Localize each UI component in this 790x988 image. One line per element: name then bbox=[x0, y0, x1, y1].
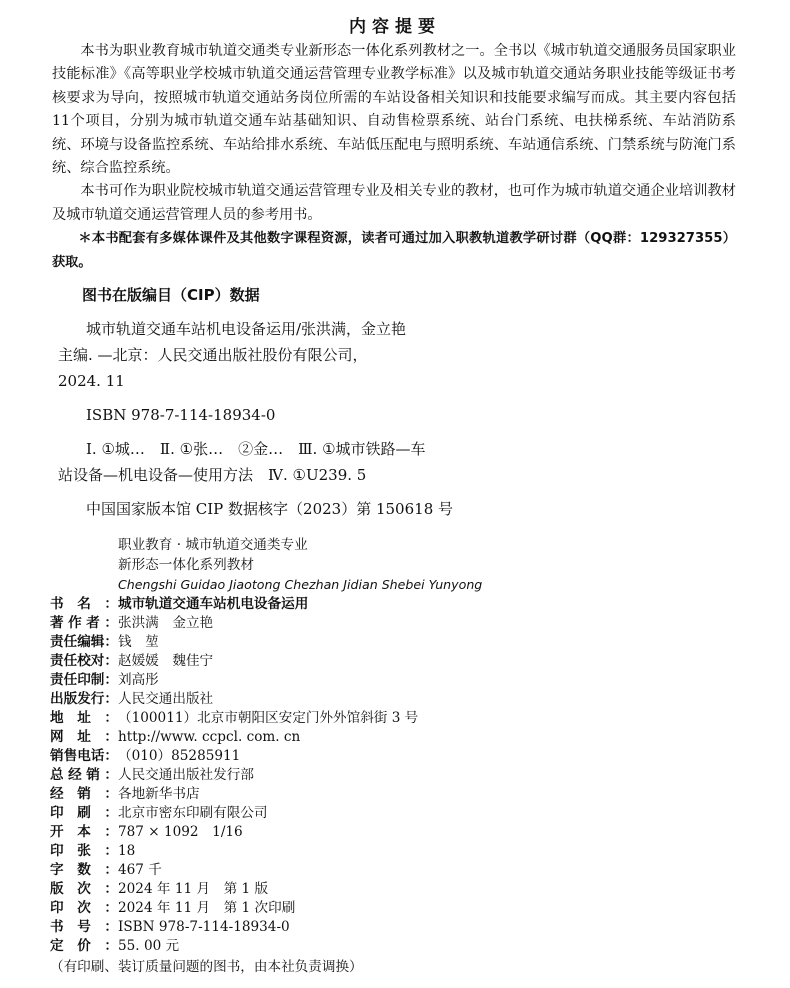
colophon-label: 开 本 ： bbox=[50, 824, 118, 840]
summary-title: 内容提要 bbox=[349, 17, 441, 37]
cip-line: 2024. 11 bbox=[58, 372, 125, 390]
colophon-row bbox=[50, 747, 570, 766]
colophon-row bbox=[50, 652, 570, 671]
colophon-value: http://www. ccpcl. com. cn bbox=[118, 729, 301, 745]
colophon-row bbox=[50, 614, 570, 633]
colophon-row bbox=[50, 690, 570, 709]
colophon-row bbox=[50, 823, 570, 842]
colophon-row bbox=[50, 918, 570, 937]
colophon-label: 印 张 ： bbox=[50, 843, 118, 859]
colophon-label: 书 名 ： bbox=[50, 596, 118, 612]
colophon-value: 18 bbox=[118, 843, 136, 859]
colophon-label: 著 作 者 ： bbox=[50, 615, 118, 631]
cip-block bbox=[58, 316, 498, 522]
colophon-label: 网 址 ： bbox=[50, 729, 118, 745]
colophon-row bbox=[50, 804, 570, 823]
colophon-label: 字 数 ： bbox=[50, 862, 118, 878]
colophon-row bbox=[50, 728, 570, 747]
colophon-row bbox=[50, 595, 570, 614]
colophon-label: 责 任 编 辑 ： bbox=[50, 634, 118, 650]
colophon-value: ISBN 978-7-114-18934-0 bbox=[118, 919, 290, 935]
colophon-label: 经 销 ： bbox=[50, 786, 118, 802]
pinyin-title: Chengshi Guidao Jiaotong Chezhan Jidian Shebei Yunyong bbox=[118, 577, 483, 592]
cip-number: 中国国家版本馆 CIP 数据核字（2023）第 150618 号 bbox=[86, 500, 454, 518]
colophon-value: 北京市密东印刷有限公司 bbox=[118, 805, 268, 821]
colophon-value: 刘高彤 bbox=[118, 672, 159, 688]
summary-paragraph: 本书可作为职业院校城市轨道交通运营管理专业及相关专业的教材，也可作为城市轨道交通企业培训教材及城市轨道交通运营管理人员的参考用书。 bbox=[52, 183, 736, 223]
colophon-value: 各地新华书店 bbox=[118, 786, 200, 802]
summary-paragraph: 本书为职业教育城市轨道交通类专业新形态一体化系列教材之一。全书以《城市轨道交通服务员国家职业技能标准》《高等职业学校城市轨道交通运营管理专业教学标准》以及城市轨道交通站务职业技能等级证书考核要求为导向，按照城市轨道交通站务岗位所需的车站设备相关知识和技能要求编写而成。其主要内容包括11个项目，分别为城市轨道交通车站基础知识、自动售检票系统、站台门系统、电扶梯系统、车站消防系统、环境与设备监控系统、车站给排水系统、车站低压配电与照明系统、车站通信系统、门禁系统与防淹门系统、综合监控系统。 bbox=[52, 43, 736, 177]
colophon-row bbox=[50, 937, 570, 956]
colophon-value: 2024 年 11 月 第 1 版 bbox=[118, 881, 269, 897]
colophon-row bbox=[50, 766, 570, 785]
cip-line: Ⅰ. ①城… Ⅱ. ①张… ②金… Ⅲ. ①城市铁路—车 bbox=[86, 440, 426, 458]
colophon-value: 467 千 bbox=[118, 862, 162, 878]
colophon-value: 787 × 1092 1/16 bbox=[118, 824, 243, 840]
colophon-label: 总 经 销 ： bbox=[50, 767, 118, 783]
quality-notice: （有印刷、装订质量问题的图书，由本社负责调换） bbox=[50, 959, 363, 975]
colophon bbox=[50, 595, 570, 956]
colophon-row bbox=[50, 709, 570, 728]
colophon-row bbox=[50, 861, 570, 880]
colophon-value: 赵媛媛 魏佳宁 bbox=[118, 653, 214, 669]
colophon-row bbox=[50, 633, 570, 652]
series-line: 新形态一体化系列教材 bbox=[118, 556, 254, 573]
cip-isbn: ISBN 978-7-114-18934-0 bbox=[86, 406, 276, 424]
colophon-label: 书 号 ： bbox=[50, 919, 118, 935]
colophon-value: （010）85285911 bbox=[118, 748, 241, 764]
colophon-row bbox=[50, 842, 570, 861]
colophon-row bbox=[50, 899, 570, 918]
cip-line: 主编. —北京：人民交通出版社股份有限公司， bbox=[58, 346, 368, 364]
colophon-label: 出 版 发 行 ： bbox=[50, 691, 118, 707]
colophon-row bbox=[50, 880, 570, 899]
colophon-label: 地 址 ： bbox=[50, 710, 118, 726]
series-line: 职业教育 · 城市轨道交通类专业 bbox=[118, 537, 308, 553]
colophon-value: 人民交通出版社发行部 bbox=[118, 767, 254, 783]
colophon-value: 2024 年 11 月 第 1 次印刷 bbox=[118, 900, 296, 916]
colophon-value: 钱 堃 bbox=[118, 634, 159, 650]
colophon-label: 定 价 ： bbox=[50, 938, 118, 954]
colophon-value: 人民交通出版社 bbox=[118, 691, 214, 707]
colophon-value: 张洪满 金立艳 bbox=[118, 615, 214, 631]
colophon-value: 55. 00 元 bbox=[118, 938, 180, 954]
colophon-label: 版 次 ： bbox=[50, 881, 118, 897]
cip-line: 城市轨道交通车站机电设备运用/张洪满，金立艳 bbox=[86, 320, 407, 338]
colophon-label: 印 刷 ： bbox=[50, 805, 118, 821]
cip-line: 站设备—机电设备—使用方法 Ⅳ. ①U239. 5 bbox=[58, 466, 367, 484]
colophon-label: 责 任 校 对 ： bbox=[50, 653, 118, 669]
colophon-label: 销 售 电 话 ： bbox=[50, 748, 118, 764]
series-info bbox=[118, 536, 482, 595]
content-summary bbox=[52, 40, 736, 274]
colophon-label: 印 次 ： bbox=[50, 900, 118, 916]
colophon-row bbox=[50, 785, 570, 804]
cip-heading: 图书在版编目（CIP）数据 bbox=[82, 286, 260, 304]
colophon-value: （100011）北京市朝阳区安定门外外馆斜街 3 号 bbox=[118, 710, 419, 726]
colophon-label: 责 任 印 制 ： bbox=[50, 672, 118, 688]
resource-note: ＊本书配套有多媒体课件及其他数字课程资源，读者可通过加入职教轨道教学研讨群（QQ群：129327355）获取。 bbox=[52, 231, 736, 270]
colophon-row bbox=[50, 671, 570, 690]
colophon-value: 城市轨道交通车站机电设备运用 bbox=[118, 596, 309, 612]
